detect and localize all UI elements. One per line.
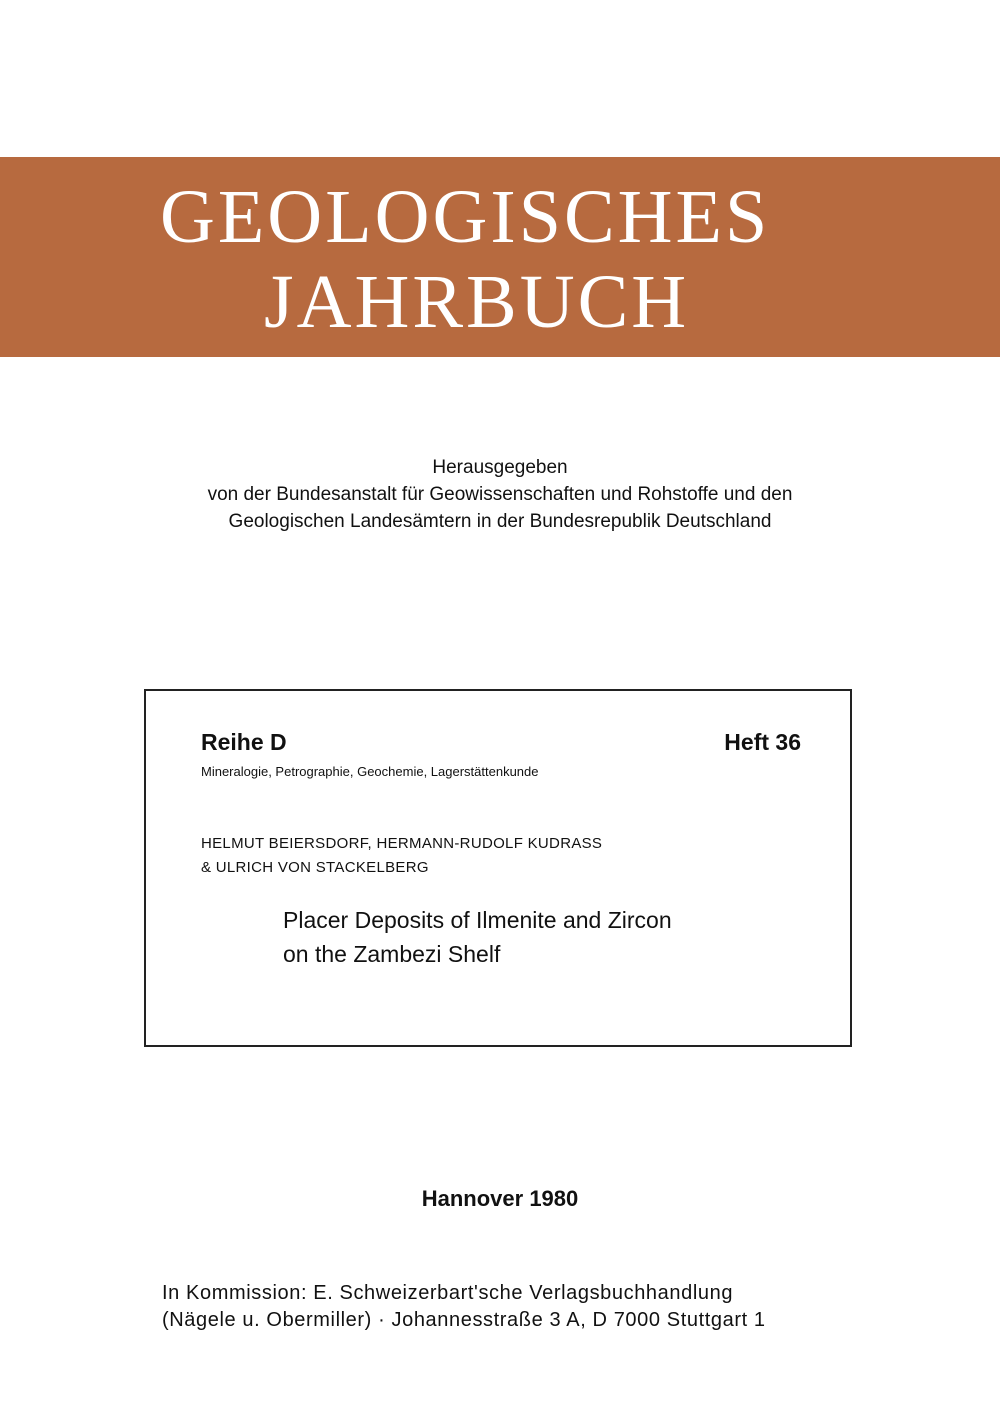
series-box: [144, 689, 852, 1047]
place-year: Hannover 1980: [421, 1186, 579, 1211]
journal-title-line1: GEOLOGISCHES: [160, 175, 771, 259]
authors-line2: & ULRICH VON STACKELBERG: [201, 859, 429, 876]
work-title: [283, 903, 672, 971]
publisher-statement: [0, 454, 1000, 535]
journal-title-line2: JAHRBUCH: [264, 260, 690, 344]
work-title-line1: Placer Deposits of Ilmenite and Zircon: [283, 907, 672, 933]
publisher-line1: Herausgegeben: [432, 457, 568, 478]
publisher-line2: von der Bundesanstalt für Geowissenschaften und Rohstoffe und den: [207, 484, 793, 505]
issue-label: Heft 36: [724, 729, 801, 755]
series-label: Reihe D: [201, 729, 287, 755]
distributor: [162, 1280, 766, 1334]
authors-line1: HELMUT BEIERSDORF, HERMANN-RUDOLF KUDRASS: [201, 835, 603, 852]
publisher-line3: Geologischen Landesämtern in der Bundesrepublik Deutschland: [228, 511, 772, 532]
distributor-line1: In Kommission: E. Schweizerbart'sche Verlagsbuchhandlung: [162, 1282, 734, 1304]
distributor-line2: (Nägele u. Obermiller) · Johannesstraße 3 A, D 7000 Stuttgart 1: [162, 1309, 766, 1331]
title-banner: [0, 157, 1000, 357]
series-subtitle: Mineralogie, Petrographie, Geochemie, Lagerstättenkunde: [201, 764, 539, 779]
work-title-line2: on the Zambezi Shelf: [283, 941, 501, 967]
authors: [201, 832, 602, 880]
